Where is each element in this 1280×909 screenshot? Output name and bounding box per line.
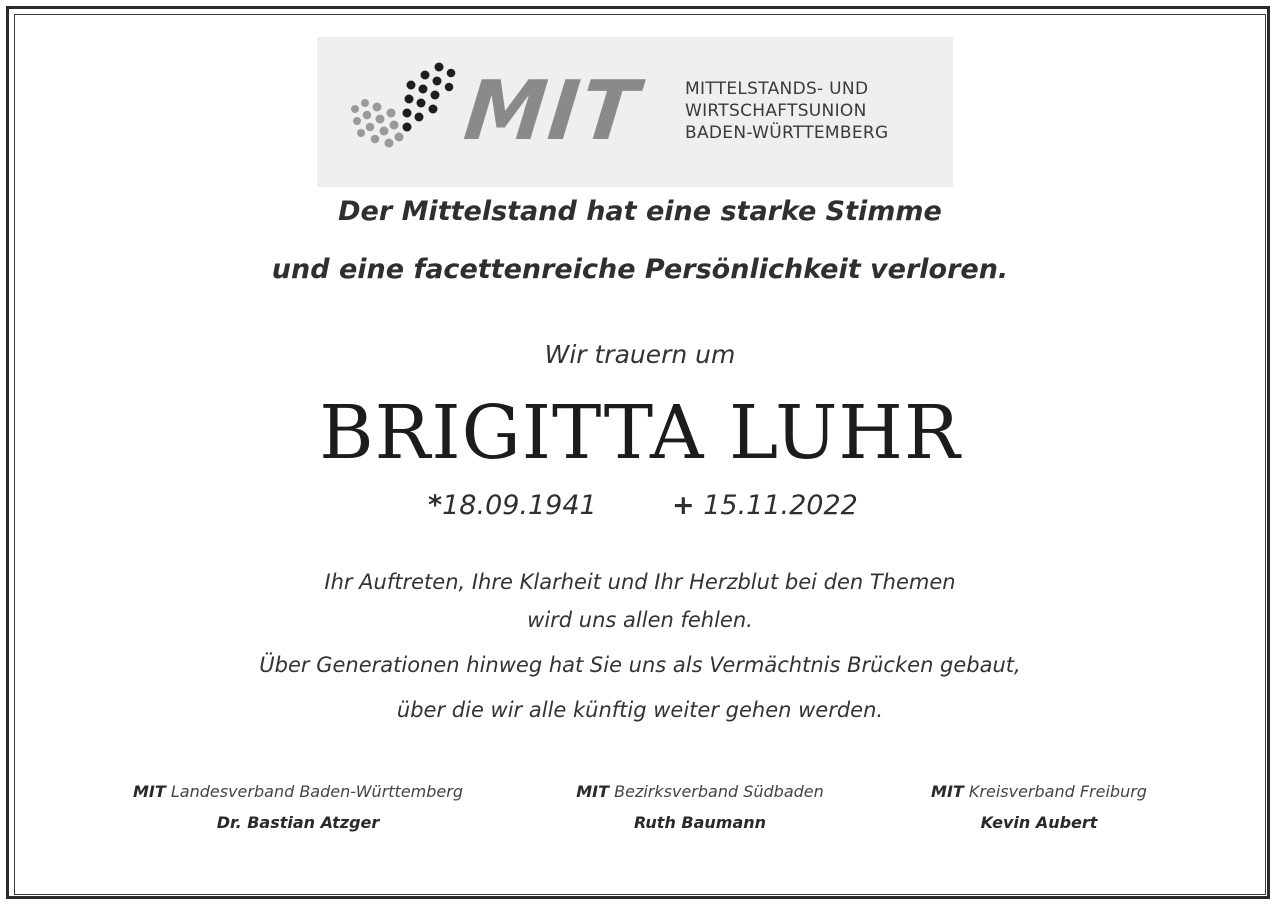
logo-mark: MIT	[460, 64, 645, 159]
signature-block	[98, 782, 498, 832]
headline-line-2: und eine facettenreiche Persönlichkeit verloren.	[271, 254, 1009, 285]
logo-line: BADEN-WÜRTTEMBERG	[685, 123, 889, 143]
tribute-line: Über Generationen hinweg hat Sie uns als Vermächtnis Brücken gebaut,	[259, 653, 1021, 677]
logo-text	[685, 78, 888, 144]
death-date	[672, 490, 858, 521]
birth-date-value: 18.09.1941	[442, 490, 597, 521]
signature-person: Kevin Aubert	[980, 813, 1098, 832]
signature-org: Bezirksverband Südbaden	[614, 782, 824, 801]
signature-block	[834, 782, 1244, 832]
tribute-line: Ihr Auftreten, Ihre Klarheit und Ihr Herzblut bei den Themen	[324, 570, 956, 594]
deceased-name: BRIGITTA LUHR	[319, 390, 961, 476]
signature-person: Ruth Baumann	[633, 813, 767, 832]
birth-date	[428, 490, 597, 521]
signature-prefix: MIT	[576, 782, 610, 801]
signature-prefix: MIT	[133, 782, 166, 801]
signature-person: Dr. Bastian Atzger	[216, 813, 380, 832]
death-symbol: +	[672, 490, 695, 521]
tribute-line: über die wir alle künftig weiter gehen werden.	[396, 698, 884, 722]
death-date-value: 15.11.2022	[703, 490, 858, 521]
birth-symbol: *	[428, 490, 443, 521]
tribute-line: wird uns allen fehlen.	[527, 608, 753, 632]
mit-logo	[317, 37, 953, 187]
intro-text: Wir trauern um	[544, 340, 736, 369]
signature-org: Kreisverband Freiburg	[968, 782, 1147, 801]
logo-dots-icon	[347, 57, 467, 167]
headline-line-1: Der Mittelstand hat eine starke Stimme	[338, 196, 942, 227]
logo-line: MITTELSTANDS- UND	[685, 79, 869, 99]
signature-org: Landesverband Baden-Württemberg	[170, 782, 463, 801]
signature-prefix: MIT	[931, 782, 964, 801]
logo-line: WIRTSCHAFTSUNION	[685, 101, 867, 121]
